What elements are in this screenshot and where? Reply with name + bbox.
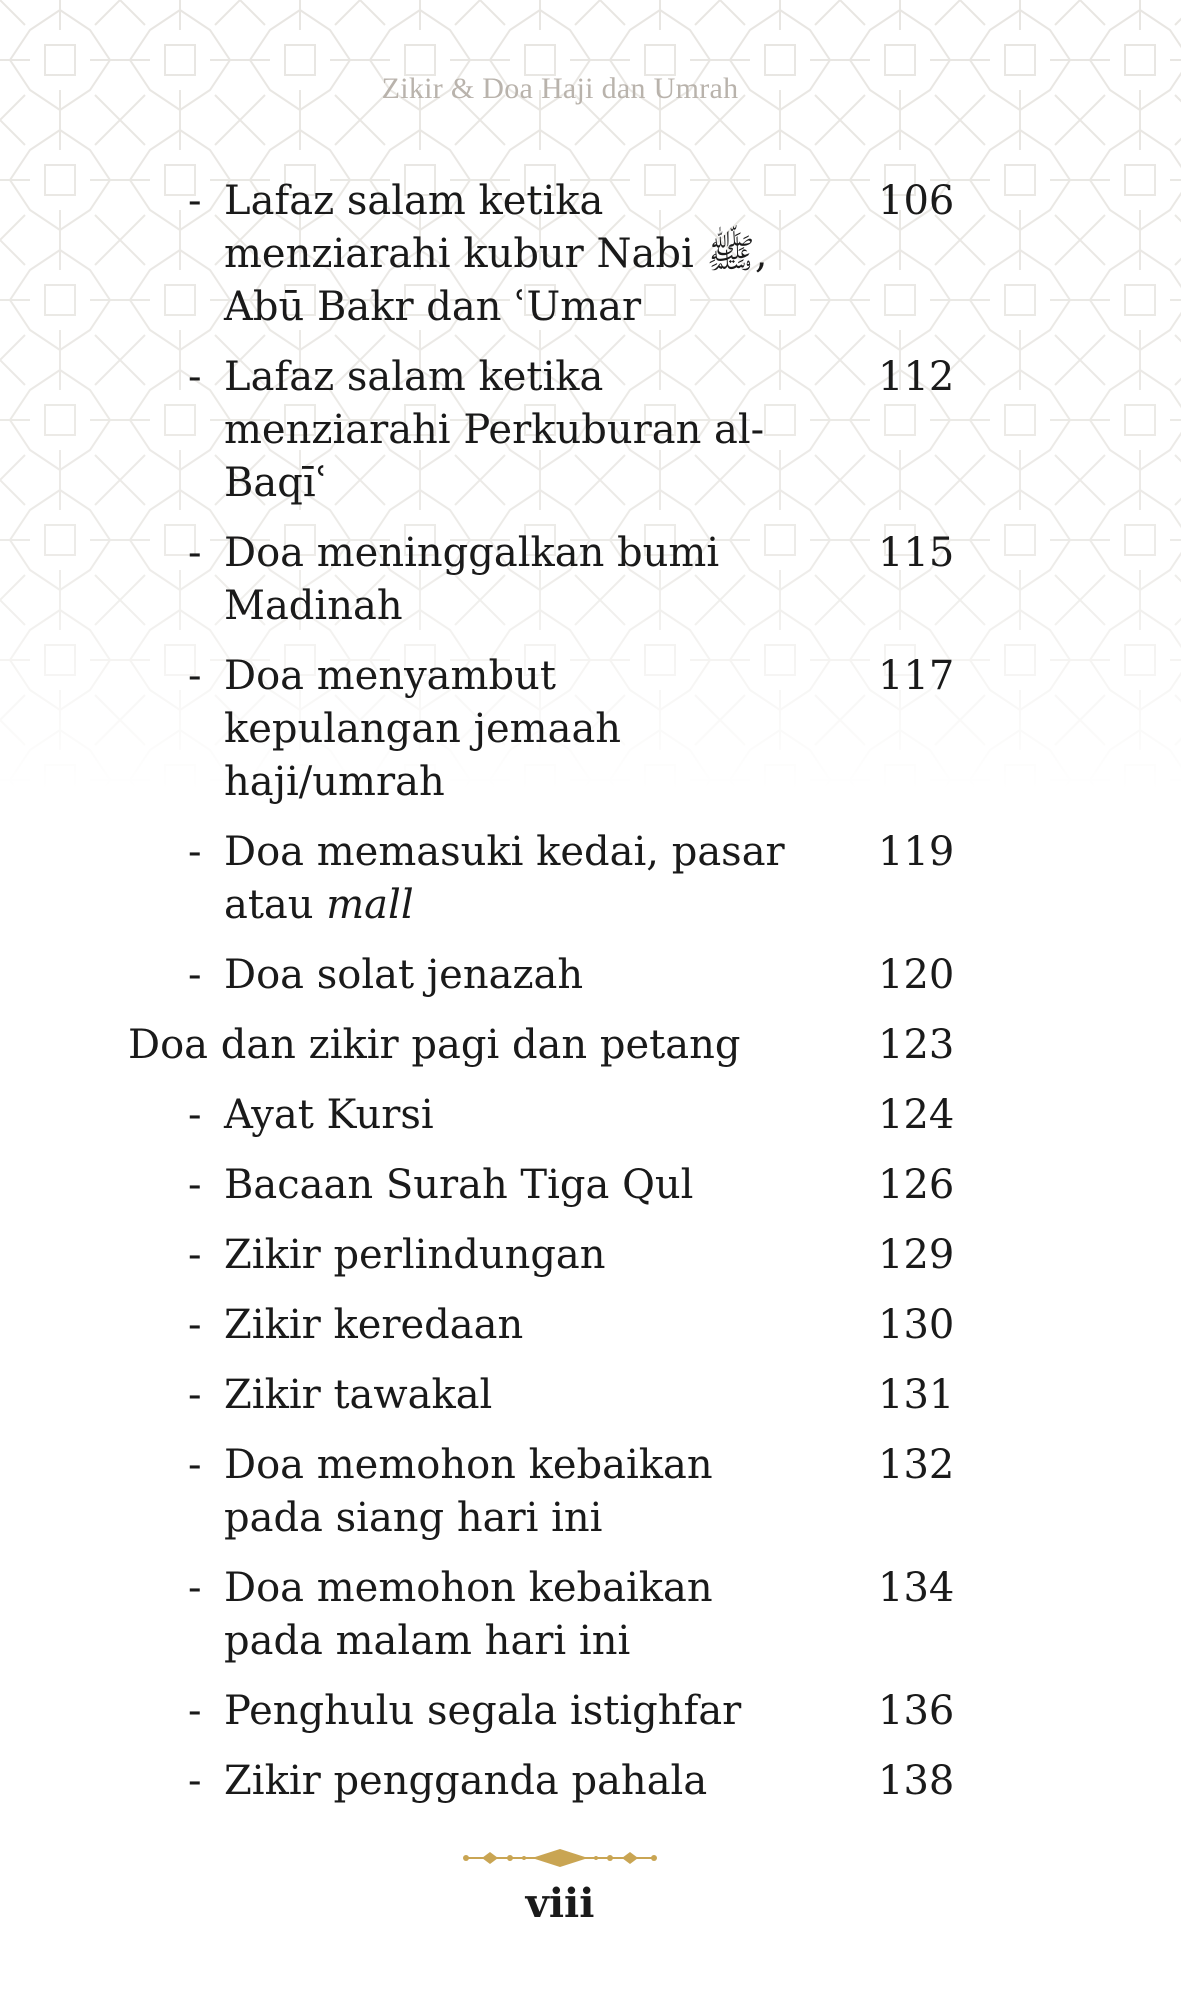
toc-subentry [0,527,1181,633]
toc-entry-title-text: Ayat Kursi [224,1092,434,1138]
toc-subentry [0,1229,1181,1282]
toc-entry-title-text: Zikir pengganda pahala [224,1758,708,1804]
toc-entry-title [224,351,804,510]
toc-page-number: 129 [878,1232,955,1278]
toc-entry-title [224,1369,804,1422]
toc-bullet-dash: - [188,829,202,875]
toc-entry-title-text: Doa memasuki kedai, pasar atau [224,829,785,928]
toc-bullet-dash: - [188,1442,202,1488]
toc-page-number: 115 [878,530,955,576]
toc-subentry [0,1369,1181,1422]
toc-page-number: 106 [878,178,955,224]
toc-bullet-dash: - [188,530,202,576]
toc-bullet-dash: - [188,1302,202,1348]
toc-bullet-dash: - [188,1232,202,1278]
ornament-divider-icon [460,1846,660,1870]
page-number: viii [525,1880,595,1927]
toc-subentry [0,1159,1181,1212]
toc-page-number: 138 [878,1758,955,1804]
toc-entry-title [224,826,804,932]
toc-entry-title-text: Doa menyambut kepulangan jemaah haji/umrah [224,653,622,805]
toc-entry-title [224,1562,804,1668]
toc-subentry [0,1755,1181,1808]
toc-page-number: 119 [878,829,955,875]
toc-entry-title-text: Doa dan zikir pagi dan petang [128,1022,741,1068]
toc-subentry [0,1299,1181,1352]
toc-entry-title-text: Bacaan Surah Tiga Qul [224,1162,694,1208]
toc-bullet-dash: - [188,178,202,224]
toc-entry-title [224,175,804,334]
toc-subentry [0,175,1181,334]
toc-page-number: 132 [878,1442,955,1488]
toc-page-number: 124 [878,1092,955,1138]
toc-bullet-dash: - [188,354,202,400]
toc-page-number: 130 [878,1302,955,1348]
toc-entry-title-text: Lafaz salam ketika menziarahi Perkuburan al-Baqīʿ [224,354,765,506]
toc-entry-title-text: Doa solat jenazah [224,952,584,998]
toc-subentry [0,949,1181,1002]
toc-entry-title [224,949,804,1002]
toc-page-number: 126 [878,1162,955,1208]
toc-bullet-dash: - [188,1162,202,1208]
toc-entry-title-text: Zikir tawakal [224,1372,493,1418]
toc-bullet-dash: - [188,1758,202,1804]
toc-page-number: 136 [878,1688,955,1734]
toc-page-number: 123 [878,1022,955,1068]
toc-entry-title [224,1755,804,1808]
toc-bullet-dash: - [188,653,202,699]
toc-entry-title-text: Zikir perlindungan [224,1232,606,1278]
toc-entry-title [224,1299,804,1352]
toc-section-entry [0,1019,1181,1072]
running-header: Zikir & Doa Haji dan Umrah [381,72,739,105]
toc-entry-title [224,1229,804,1282]
toc-entry-title [224,1089,804,1142]
toc-entry-title [224,1685,804,1738]
toc-subentry [0,650,1181,809]
toc-page-number: 112 [878,354,955,400]
toc-page-number: 120 [878,952,955,998]
toc-entry-title [224,650,804,809]
toc-subentry [0,826,1181,932]
toc-page-number: 134 [878,1565,955,1611]
toc-subentry [0,1089,1181,1142]
toc-entry-title-text: Doa meninggalkan bumi Madinah [224,530,720,629]
toc-bullet-dash: - [188,1372,202,1418]
toc-bullet-dash: - [188,1688,202,1734]
toc-entry-title [128,1019,828,1072]
toc-entry-title-text: Doa memohon kebaikan pada malam hari ini [224,1565,713,1664]
toc-subentry [0,351,1181,510]
toc-page-number: 131 [878,1372,955,1418]
toc-subentry [0,1685,1181,1738]
table-of-contents [0,175,1181,1825]
toc-entry-title-text: Penghulu segala istighfar [224,1688,742,1734]
toc-entry-title [224,527,804,633]
toc-subentry [0,1439,1181,1545]
toc-entry-title-text: Lafaz salam ketika menziarahi kubur Nabi ﷺ, Abū Bakr dan ʿUmar [224,178,768,330]
toc-entry-title [224,1159,804,1212]
toc-entry-title-text: Doa memohon kebaikan pada siang hari ini [224,1442,713,1541]
toc-entry-title-italic: mall [326,882,414,928]
toc-bullet-dash: - [188,1092,202,1138]
toc-entry-title-text: Zikir keredaan [224,1302,524,1348]
toc-entry-title [224,1439,804,1545]
toc-subentry [0,1562,1181,1668]
toc-page-number: 117 [878,653,955,699]
toc-bullet-dash: - [188,1565,202,1611]
toc-bullet-dash: - [188,952,202,998]
